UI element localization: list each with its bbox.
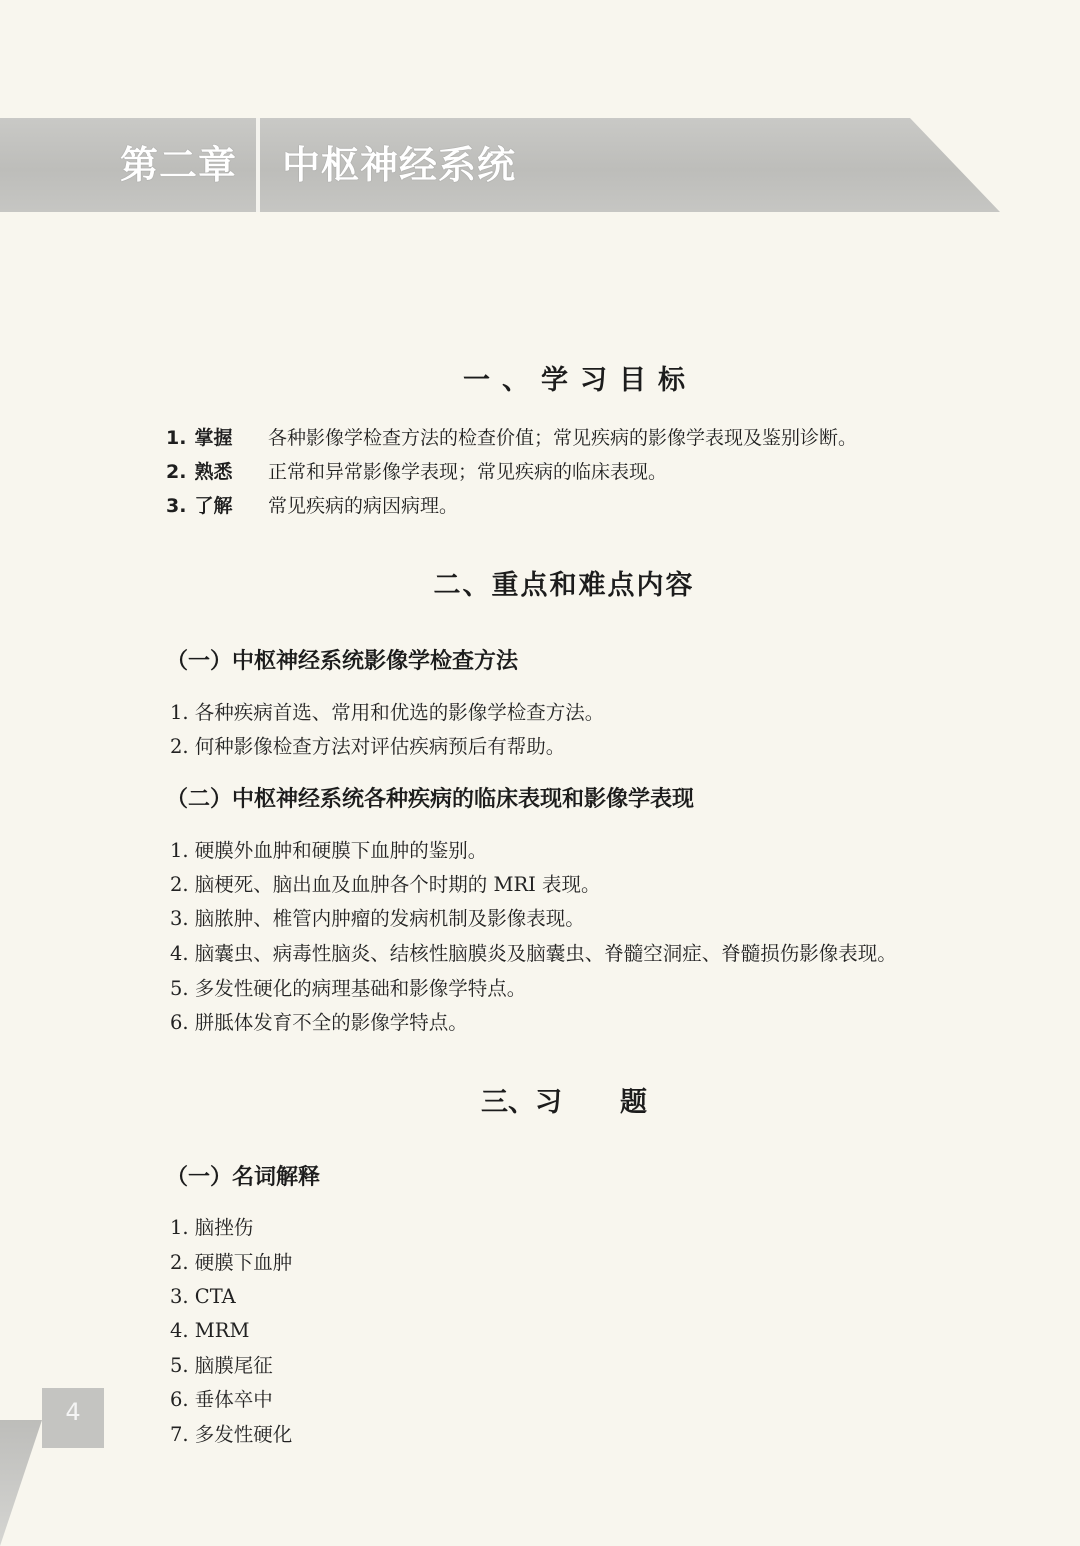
list-item: 6. 垂体卒中 bbox=[170, 1388, 273, 1411]
goal-text: 正常和异常影像学表现；常见疾病的临床表现。 bbox=[268, 461, 668, 483]
list-item: 2. 脑梗死、脑出血及血肿各个时期的 MRI 表现。 bbox=[170, 873, 601, 896]
section-title-key-points: 二、重点和难点内容 bbox=[433, 570, 695, 601]
chapter-header-divider bbox=[256, 118, 260, 212]
goal-item bbox=[166, 491, 459, 521]
goal-item bbox=[166, 457, 668, 487]
list-item: 1. 硬膜外血肿和硬膜下血肿的鉴别。 bbox=[170, 839, 488, 862]
list-item: 4. 脑囊虫、病毒性脑炎、结核性脑膜炎及脑囊虫、脊髓空洞症、脊髓损伤影像表现。 bbox=[170, 942, 897, 965]
goal-keyword: 熟悉 bbox=[194, 461, 233, 483]
goal-number: 2. bbox=[166, 461, 187, 483]
chapter-title: 中枢神经系统 bbox=[282, 143, 517, 187]
list-item: 6. 胼胝体发育不全的影像学特点。 bbox=[170, 1011, 468, 1034]
section-title-exercises-left: 三、习 bbox=[481, 1087, 562, 1118]
list-item: 1. 脑挫伤 bbox=[170, 1216, 254, 1239]
page-number: 4 bbox=[65, 1398, 81, 1426]
goal-keyword: 掌握 bbox=[194, 427, 233, 449]
section-title-goals: 一、学习目标 bbox=[463, 365, 697, 396]
list-item: 2. 硬膜下血肿 bbox=[170, 1251, 293, 1274]
subsection-title-clinical-imaging: （二）中枢神经系统各种疾病的临床表现和影像学表现 bbox=[166, 787, 695, 812]
page-tab-decoration bbox=[0, 1420, 42, 1546]
list-item: 3. CTA bbox=[170, 1285, 236, 1308]
list-item: 2. 何种影像检查方法对评估疾病预后有帮助。 bbox=[170, 735, 566, 758]
list-item: 5. 多发性硬化的病理基础和影像学特点。 bbox=[170, 977, 527, 1000]
subsection-title-exam-methods: （一）中枢神经系统影像学检查方法 bbox=[166, 649, 519, 674]
list-item: 1. 各种疾病首选、常用和优选的影像学检查方法。 bbox=[170, 701, 605, 724]
goal-number: 1. bbox=[166, 427, 187, 449]
goal-number: 3. bbox=[166, 495, 187, 517]
goal-keyword: 了解 bbox=[194, 495, 233, 517]
list-item: 7. 多发性硬化 bbox=[170, 1423, 293, 1446]
list-item: 3. 脑脓肿、椎管内肿瘤的发病机制及影像表现。 bbox=[170, 907, 585, 930]
section-title-exercises bbox=[24, 1080, 1080, 1119]
section-title-exercises-right: 题 bbox=[620, 1087, 647, 1118]
subsection-title-terms: （一）名词解释 bbox=[166, 1165, 321, 1190]
goal-item bbox=[166, 423, 858, 453]
goal-text: 常见疾病的病因病理。 bbox=[268, 495, 459, 517]
list-item: 4. MRM bbox=[170, 1319, 250, 1342]
chapter-number: 第二章 bbox=[120, 143, 238, 187]
list-item: 5. 脑膜尾征 bbox=[170, 1354, 273, 1377]
goal-text: 各种影像学检查方法的检查价值；常见疾病的影像学表现及鉴别诊断。 bbox=[268, 427, 858, 449]
